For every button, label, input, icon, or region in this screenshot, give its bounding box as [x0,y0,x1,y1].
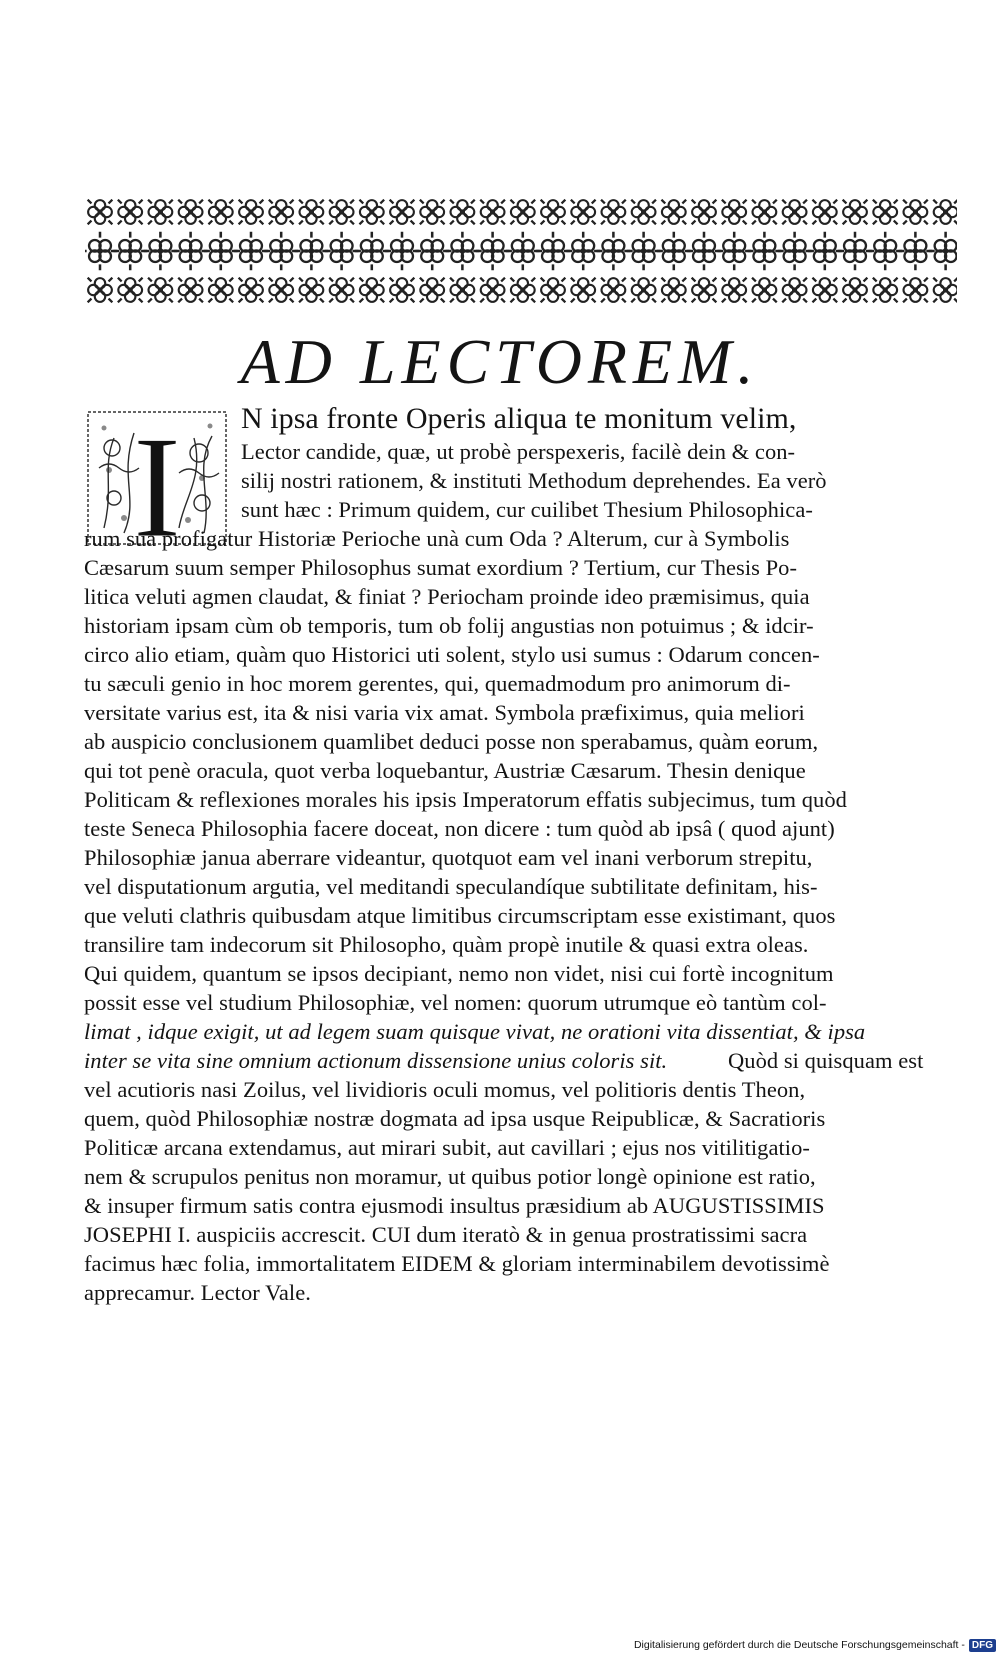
ornament-flower [661,278,686,303]
body-line: qui tot penè oracula, quot verba loquebantur, Austriæ Cæsarum. Thesin denique [84,758,806,783]
body-line: historiam ipsam cùm ob temporis, tum ob folij angustias non potuimus ; & idcir- [84,613,814,638]
body-line: possit esse vel studium Philosophiæ, vel nomen: quorum utrumque eò tantùm col- [84,990,827,1015]
body-line: litica veluti agmen claudat, & finiat ? Periocham proinde ideo præmisimus, quia [84,584,810,609]
body-line: circo alio etiam, quàm quo Historici uti solent, stylo usi sumus : Odarum concen- [84,642,820,667]
ornament-flower [903,200,928,225]
ornament-flower [208,200,233,225]
body-line: Qui quidem, quantum se ipsos decipiant, nemo non videt, nisi cui fortè incognitum [84,961,834,986]
body-line: rum sua profigatur Historiæ Perioche unà cum Oda ? Alterum, cur à Symbolis [84,526,790,551]
ornament-flower [541,200,566,225]
page-title: AD LECTOREM. [240,326,760,397]
ornament-flower [88,200,113,225]
body-line: quem, quòd Philosophiæ nostræ dogmata ad ipsa usque Reipublicæ, & Sacratioris [84,1106,826,1131]
body-line: apprecamur. Lector Vale. [84,1280,311,1305]
ornament-flower [480,278,505,303]
ornament-flower [208,278,233,303]
ornament-flower [510,200,535,225]
body-line: tu sæculi genio in hoc morem gerentes, qui, quemadmodum pro animorum di- [84,671,791,696]
body-line: transilire tam indecorum sit Philosopho, quàm propè inutile & quasi extra oleas. [84,932,809,957]
body-line: vel disputationum argutia, vel meditandi speculandíque subtilitate definitam, his- [84,874,818,899]
ornament-flower [601,200,626,225]
ornament-flower [843,278,868,303]
ornament-flower [178,200,203,225]
ornamental-header-band [85,190,957,312]
ornament-flower [722,278,747,303]
ornament-flower [88,278,113,303]
ornament-flower [178,278,203,303]
body-line: & insuper firmum satis contra ejusmodi insultus præsidium ab AUGUSTISSIMIS [84,1193,825,1218]
ornament-flower [510,278,535,303]
ornament-flower [239,278,264,303]
drop-cap-letter: I [132,408,182,548]
ornament-flower [933,278,957,303]
ornament-flower [118,278,143,303]
ornament-flower [359,278,384,303]
body-line: Politicam & reflexiones morales his ipsis Imperatorum effatis subjecimus, tum quòd [84,787,847,812]
ornament-flower [631,278,656,303]
ornament-flower [359,200,384,225]
ornament-flower [329,278,354,303]
body-line: Cæsarum suum semper Philosophus sumat exordium ? Tertium, cur Thesis Po- [84,555,798,580]
ornament-flower [329,200,354,225]
ornament-flower [722,200,747,225]
body-line: silij nostri rationem, & instituti Methodum deprehendes. Ea verò [241,468,827,493]
ornament-flower [782,278,807,303]
ornament-flower [843,200,868,225]
ornament-flower [752,278,777,303]
ornament-flower [692,200,717,225]
body-line: que veluti clathris quibusdam atque limitibus circumscriptam esse existimant, quos [84,903,836,928]
body-line: ab auspicio conclusionem quamlibet deduci posse non sperabamus, quàm eorum, [84,729,819,754]
ornament-flower [812,200,837,225]
digitization-credit [634,1637,996,1653]
ornament-flower [118,200,143,225]
body-line: JOSEPHI I. auspiciis accrescit. CUI dum iteratò & in genua prostratissimi sacra [84,1222,808,1247]
body-line: sunt hæc : Primum quidem, cur cuilibet Thesium Philosophica- [241,497,813,522]
ornament-flower [933,200,957,225]
ornament-flower [239,200,264,225]
ornament-flower [661,200,686,225]
ornament-flower [873,200,898,225]
ornament-flower [390,200,415,225]
ornament-flower [299,278,324,303]
body-line: Philosophiæ janua aberrare videantur, quotquot eam vel inani verborum strepitu, [84,845,813,870]
ornament-flower [269,278,294,303]
ornament-flower [148,278,173,303]
ornament-flower [812,278,837,303]
ornament-flower [390,278,415,303]
body-line: vel acutioris nasi Zoilus, vel lividioris oculi momus, vel politioris dentis Theon, [84,1077,806,1102]
ornament-flower [299,200,324,225]
body-line: Politicæ arcana extendamus, aut mirari subit, aut cavillari ; ejus nos vitilitigatio- [84,1135,810,1160]
ornament-flower [541,278,566,303]
body-line: N ipsa fronte Operis aliqua te monitum velim, [241,402,797,435]
body-line: teste Seneca Philosophia facere doceat, non dicere : tum quòd ab ipsâ ( quod ajunt) [84,816,835,841]
body-line: facimus hæc folia, immortalitatem EIDEM & gloriam interminabilem devotissimè [84,1251,830,1276]
credit-text: Digitalisierung gefördert durch die Deutsche Forschungsgemeinschaft - [633,1639,965,1651]
ornament-flower [420,278,445,303]
ornament-flower [420,200,445,225]
body-line-tail: Quòd si quisquam est [728,1048,924,1073]
ornament-flower [873,278,898,303]
ornament-flower [450,278,475,303]
ornament-flower [782,200,807,225]
ornament-flower [269,200,294,225]
body-line: versitate varius est, ita & nisi varia vix amat. Symbola præfiximus, quia meliori [84,700,805,725]
body-line-italic: inter se vita sine omnium actionum dissensione unius coloris sit. [84,1048,668,1073]
body-line: Lector candide, quæ, ut probè perspexeris, facilè dein & con- [241,439,796,464]
ornament-flower [926,232,957,271]
dfg-logo: DFG [969,1639,996,1652]
ornament-flower [571,200,596,225]
ornament-flower [601,278,626,303]
ornament-flower [571,278,596,303]
ornament-flower [450,200,475,225]
ornament-flower [148,200,173,225]
ornament-flower [903,278,928,303]
body-line: nem & scrupulos penitus non moramur, ut quibus potior longè opinione est ratio, [84,1164,816,1189]
ornament-flower [692,278,717,303]
ornament-flower [752,200,777,225]
ornament-flower [631,200,656,225]
ornament-flower [480,200,505,225]
body-line-italic: limat , idque exigit, ut ad legem suam quisque vivat, ne orationi vita dissentiat, & ipsa [84,1019,866,1044]
